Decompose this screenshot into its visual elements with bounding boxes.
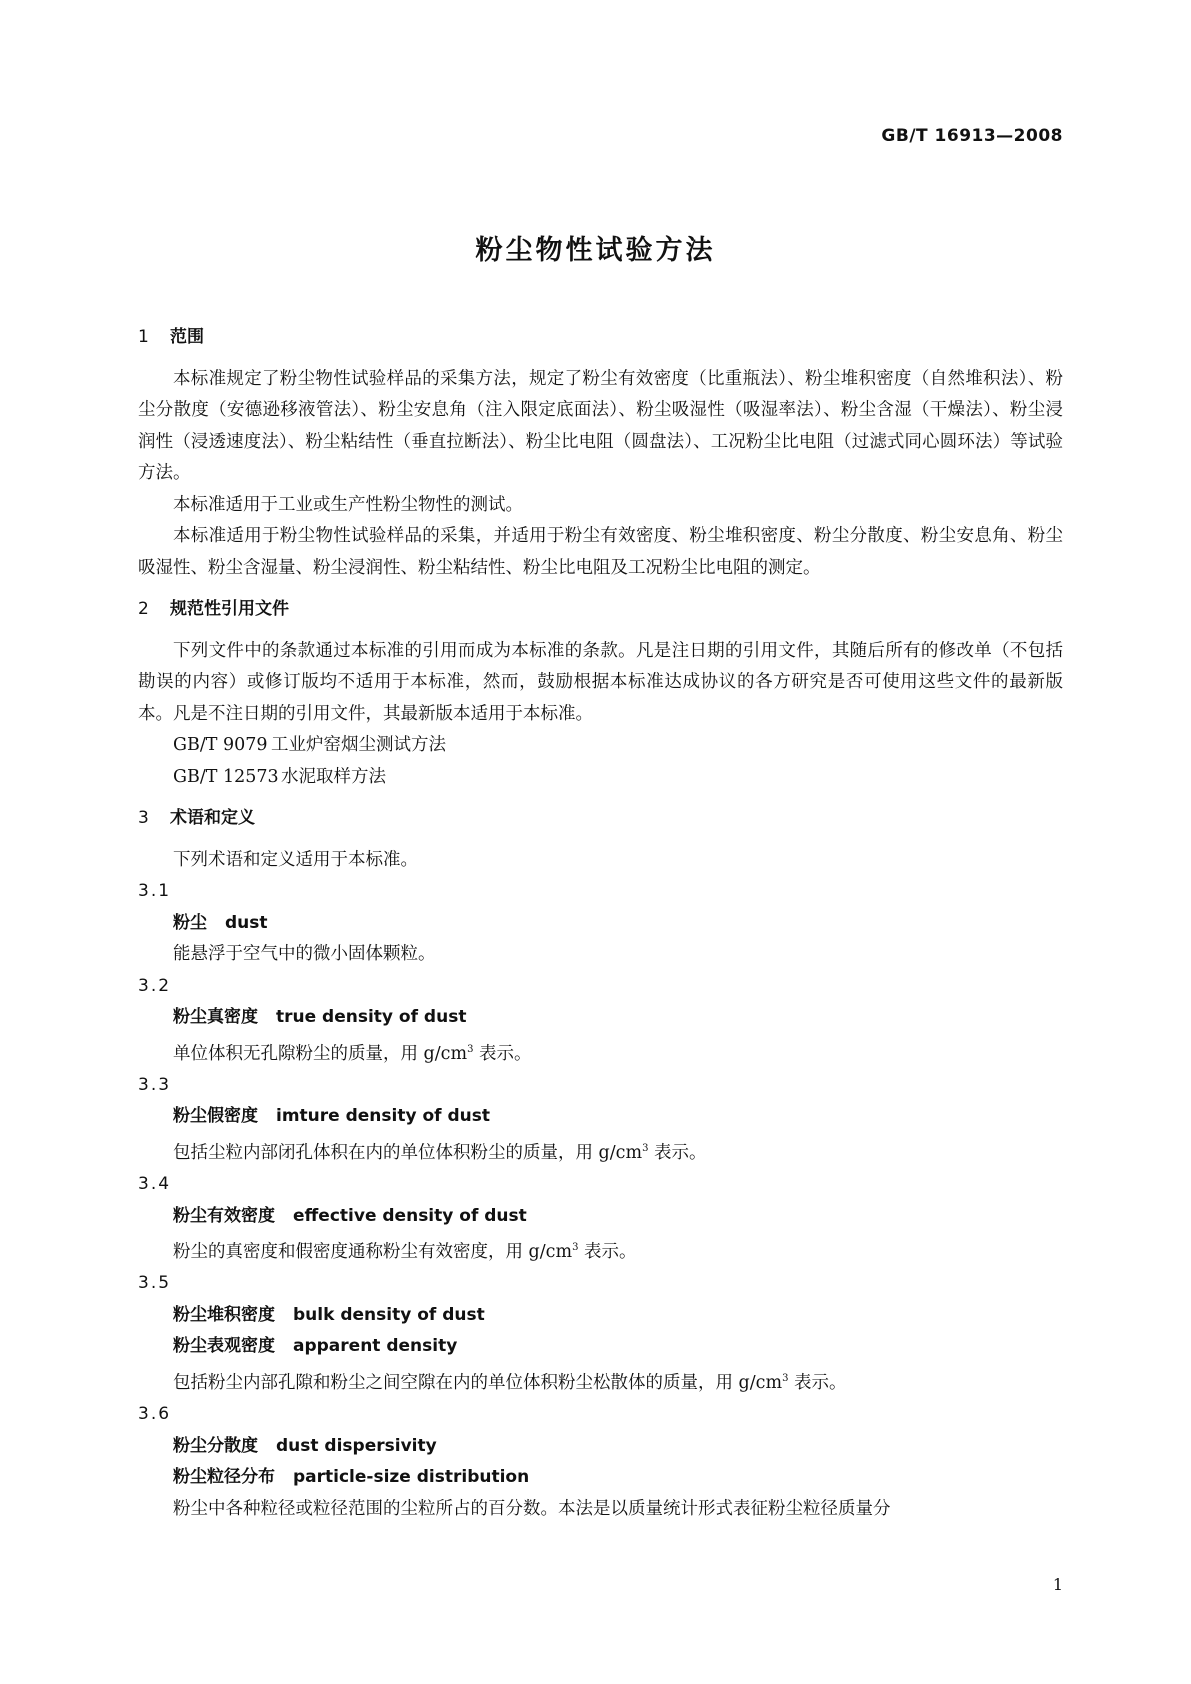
reference-code: GB/T 9079 — [173, 735, 268, 755]
paragraph: 本标准规定了粉尘物性试验样品的采集方法，规定了粉尘有效密度（比重瓶法）、粉尘堆积密度（自然堆积法）、粉尘分散度（安德逊移液管法）、粉尘安息角（注入限定底面法）、粉尘吸湿性（吸湿率法）、粉尘含湿（干燥法）、粉尘浸润性（浸透速度法）、粉尘粘结性（垂直拉断法）、粉尘比电阻（圆盘法）、工况粉尘比电阻（过滤式同心圆环法）等试验方法。 — [138, 368, 1063, 483]
section-number: 2 — [138, 599, 149, 619]
section-title: 范围 — [170, 327, 204, 347]
term-en: dust — [225, 912, 268, 933]
clause-number: 3.5 — [138, 1273, 172, 1294]
superscript: 3 — [782, 1372, 789, 1384]
reference-item — [138, 762, 1063, 794]
reference-item — [138, 730, 1063, 762]
term-zh: 粉尘粒径分布 — [173, 1467, 275, 1488]
paragraph: 本标准适用于工业或生产性粉尘物性的测试。 — [173, 494, 523, 515]
section-3-heading — [138, 803, 1063, 835]
term-zh: 粉尘假密度 — [173, 1106, 258, 1127]
term-en: apparent density — [293, 1336, 458, 1357]
definition-text: 包括尘粒内部闭孔体积在内的单位体积粉尘的质量，用 g/cm — [173, 1142, 643, 1163]
term-en: true density of dust — [276, 1007, 467, 1027]
section-title: 术语和定义 — [170, 808, 255, 828]
term-zh: 粉尘 — [173, 912, 207, 933]
term-zh: 粉尘有效密度 — [173, 1205, 275, 1226]
standard-code: GB/T 16913—2008 — [881, 126, 1063, 146]
section-title: 规范性引用文件 — [170, 599, 289, 619]
section-number: 1 — [138, 327, 149, 347]
term-definition — [138, 1232, 1063, 1268]
document-title: 粉尘物性试验方法 — [475, 235, 716, 266]
term-heading — [138, 1002, 1063, 1034]
section-1-heading — [138, 322, 1063, 354]
term-definition — [138, 1133, 1063, 1169]
term-en: dust dispersivity — [276, 1435, 437, 1456]
term-heading — [138, 1300, 1063, 1332]
superscript: 3 — [642, 1142, 649, 1154]
term-heading — [138, 1101, 1063, 1133]
term-synonym — [138, 1462, 1063, 1494]
paragraph: 本标准适用于粉尘物性试验样品的采集，并适用于粉尘有效密度、粉尘堆积密度、粉尘分散度、粉尘安息角、粉尘吸湿性、粉尘含湿量、粉尘浸润性、粉尘粘结性、粉尘比电阻及工况粉尘比电阻的测定。 — [138, 526, 1063, 578]
reference-title: 水泥取样方法 — [281, 766, 386, 787]
term-zh: 粉尘真密度 — [173, 1007, 258, 1027]
superscript: 3 — [467, 1043, 474, 1055]
page-number: 1 — [1052, 1575, 1063, 1594]
definition-text: 表示。 — [473, 1043, 532, 1064]
term-en: effective density of dust — [293, 1205, 527, 1226]
term-heading — [138, 1201, 1063, 1233]
clause-number: 3.1 — [138, 881, 172, 901]
definition-text: 粉尘的真密度和假密度通称粉尘有效密度，用 g/cm — [173, 1241, 573, 1262]
document-body — [138, 322, 1063, 1525]
clause-number: 3.4 — [138, 1174, 172, 1195]
term-definition — [138, 1363, 1063, 1399]
paragraph: 下列文件中的条款通过本标准的引用而成为本标准的条款。凡是注日期的引用文件，其随后所有的修改单（不包括勘误的内容）或修订版均不适用于本标准，然而，鼓励根据本标准达成协议的各方研究是否可使用这些文件的最新版本。凡是不注日期的引用文件，其最新版本适用于本标准。 — [138, 640, 1063, 724]
term-en: particle-size distribution — [293, 1467, 530, 1488]
clause-number: 3.3 — [138, 1074, 172, 1095]
term-en: imture density of dust — [276, 1106, 490, 1127]
term-heading — [138, 1431, 1063, 1463]
definition-text: 单位体积无孔隙粉尘的质量，用 g/cm — [173, 1043, 468, 1064]
definition-text: 表示。 — [648, 1142, 707, 1163]
definition-text: 表示。 — [578, 1241, 637, 1262]
reference-code: GB/T 12573 — [173, 766, 279, 787]
term-definition: 能悬浮于空气中的微小固体颗粒。 — [173, 944, 436, 964]
term-zh: 粉尘堆积密度 — [173, 1304, 275, 1325]
term-definition — [138, 1034, 1063, 1070]
term-zh: 粉尘表观密度 — [173, 1336, 275, 1357]
term-zh: 粉尘分散度 — [173, 1435, 258, 1456]
term-definition: 粉尘中各种粒径或粒径范围的尘粒所占的百分数。本法是以质量统计形式表征粉尘粒径质量分 — [173, 1498, 891, 1519]
definition-text: 包括粉尘内部孔隙和粉尘之间空隙在内的单位体积粉尘松散体的质量，用 g/cm — [173, 1372, 783, 1393]
term-heading — [138, 908, 1063, 940]
clause-number: 3.2 — [138, 975, 172, 996]
paragraph: 下列术语和定义适用于本标准。 — [173, 849, 418, 870]
section-2-heading — [138, 594, 1063, 626]
term-en: bulk density of dust — [293, 1304, 485, 1325]
clause-number: 3.6 — [138, 1404, 172, 1425]
definition-text: 表示。 — [788, 1372, 847, 1393]
superscript: 3 — [572, 1242, 579, 1254]
reference-title: 工业炉窑烟尘测试方法 — [271, 735, 446, 755]
term-synonym — [138, 1331, 1063, 1363]
section-number: 3 — [138, 808, 149, 828]
